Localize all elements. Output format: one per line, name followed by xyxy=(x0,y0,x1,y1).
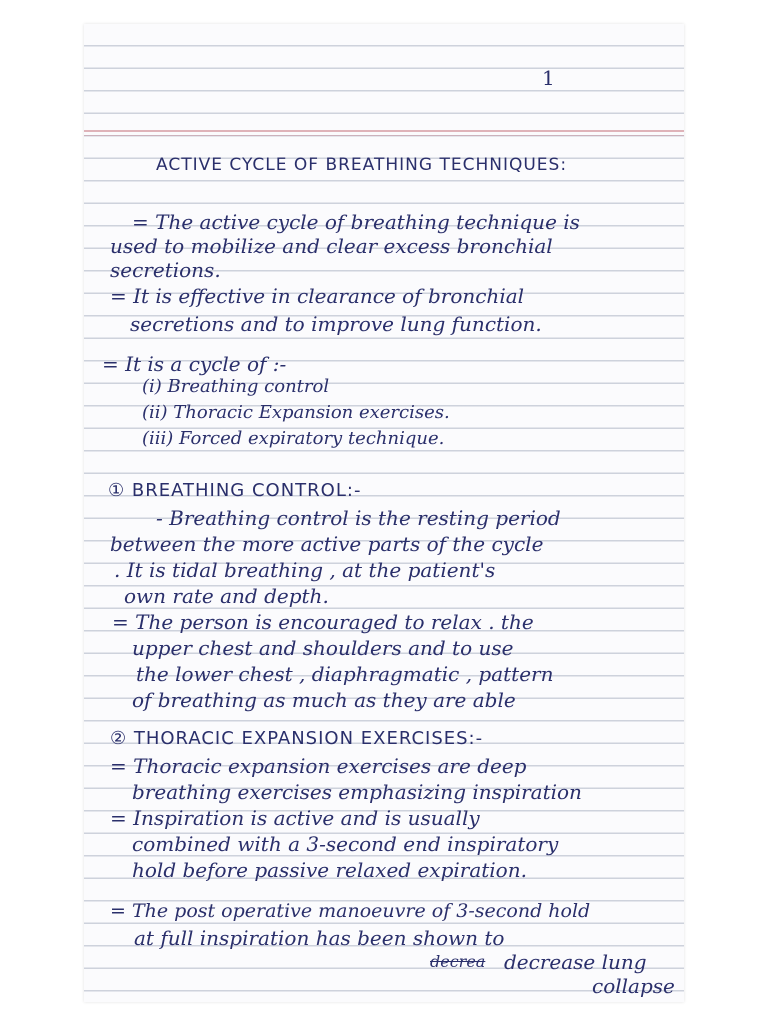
notebook-page xyxy=(84,24,684,1002)
section-heading-breathing-control: ① BREATHING CONTROL:- xyxy=(108,480,362,501)
intro-line: secretions and to improve lung function. xyxy=(130,312,542,336)
thoracic-expansion-line: breathing exercises emphasizing inspiration xyxy=(132,780,582,804)
thoracic-expansion-line: = Thoracic expansion exercises are deep xyxy=(110,754,527,778)
intro-line: = It is effective in clearance of bronchial xyxy=(110,284,525,308)
breathing-control-line: - Breathing control is the resting period xyxy=(156,506,561,530)
breathing-control-line: upper chest and shoulders and to use xyxy=(132,636,514,660)
intro-line: secretions. xyxy=(110,258,221,282)
cycle-item: (ii) Thoracic Expansion exercises. xyxy=(142,402,450,423)
cycle-lead: = It is a cycle of :- xyxy=(102,352,287,376)
thoracic-expansion-line: at full inspiration has been shown to xyxy=(134,926,505,950)
thoracic-expansion-line: hold before passive relaxed expiration. xyxy=(132,858,527,882)
thoracic-expansion-line: = The post operative manoeuvre of 3-second hold xyxy=(110,900,591,922)
breathing-control-line: of breathing as much as they are able xyxy=(132,688,516,712)
page-header-rule-secondary xyxy=(84,135,684,136)
cycle-item: (i) Breathing control xyxy=(142,376,330,397)
cycle-item: (iii) Forced expiratory technique. xyxy=(142,428,445,449)
breathing-control-line: = The person is encouraged to relax . the xyxy=(112,610,534,634)
breathing-control-line: between the more active parts of the cycle xyxy=(110,532,544,556)
breathing-control-line: the lower chest , diaphragmatic , pattern xyxy=(136,662,554,686)
thoracic-expansion-line: combined with a 3-second end inspiratory xyxy=(132,832,559,856)
thoracic-expansion-line: = Inspiration is active and is usually xyxy=(110,806,480,830)
thoracic-expansion-tail: collapse xyxy=(592,974,675,998)
page-title: ACTIVE CYCLE OF BREATHING TECHNIQUES: xyxy=(156,155,568,175)
breathing-control-line: own rate and depth. xyxy=(124,584,329,608)
breathing-control-line: . It is tidal breathing , at the patient's xyxy=(114,558,496,582)
page-number: 1 xyxy=(542,66,555,90)
section-heading-thoracic-expansion: ② THORACIC EXPANSION EXERCISES:- xyxy=(110,728,484,749)
page-header-rule xyxy=(84,130,684,132)
struck-word: decrea xyxy=(430,952,486,971)
thoracic-expansion-tail: decrease lung xyxy=(504,950,647,974)
intro-line: = The active cycle of breathing technique is xyxy=(132,210,580,234)
intro-line: used to mobilize and clear excess bronchial xyxy=(110,234,553,258)
